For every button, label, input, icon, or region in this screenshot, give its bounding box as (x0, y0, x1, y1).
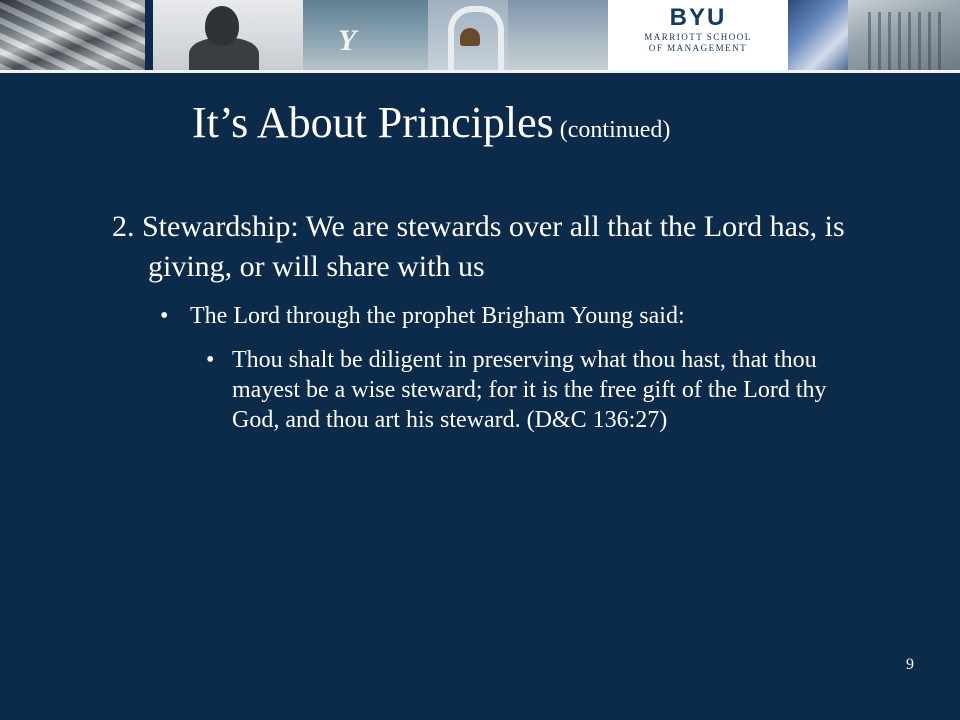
point-stewardship: 2. Stewardship: We are stewards over all that the Lord has, is giving, or will share with us (112, 210, 845, 283)
banner-statue-photo (153, 0, 303, 70)
scripture-quote (206, 345, 872, 435)
byu-logo-wordmark: BYU (669, 4, 727, 31)
bell-icon (460, 28, 480, 46)
statue-head (205, 6, 239, 46)
page-number: 9 (906, 656, 914, 673)
slide-body (112, 207, 892, 435)
sub-bullet-text: The Lord through the prophet Brigham Young said: (190, 303, 685, 329)
slide-title (192, 96, 670, 157)
byu-logo (608, 0, 788, 70)
byu-logo-line1: MARRIOTT SCHOOL (644, 32, 752, 42)
bullet-icon: • (160, 303, 169, 329)
slide-title-text: It’s About Principles (192, 98, 554, 147)
sub-bullet-prophet (160, 301, 892, 331)
mountain-y-letter: Y (338, 24, 357, 57)
banner-water-photo (788, 0, 848, 70)
banner-gap (145, 0, 153, 70)
slide-title-suffix: (continued) (559, 117, 671, 143)
banner-building-photo (0, 0, 145, 70)
bullet-icon: • (206, 347, 215, 373)
banner-divider (0, 70, 960, 73)
banner-mountain-y-photo (303, 0, 428, 70)
scripture-quote-text: Thou shalt be diligent in preserving what thou hast, that thou mayest be a wise steward; for it is the free gift of the Lord thy God, and thou art his steward. (D&C 136:27) (232, 347, 827, 433)
banner-mountain-photo (508, 0, 608, 70)
byu-logo-line2: OF MANAGEMENT (648, 43, 748, 53)
banner-bell-tower-photo (428, 0, 508, 70)
byu-logo-subtitle (608, 32, 788, 54)
header-photo-banner (0, 0, 960, 70)
banner-modern-building-photo (848, 0, 960, 70)
